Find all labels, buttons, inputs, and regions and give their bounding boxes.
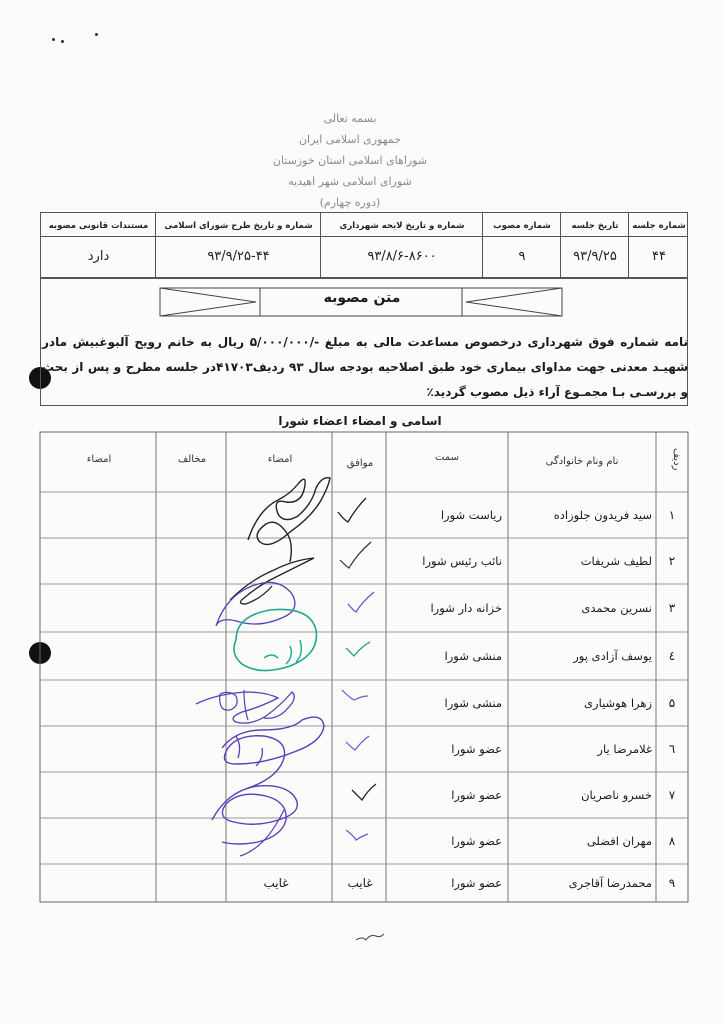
header-oppose: مخالف [177,454,207,465]
member-name: یوسف آزادی پور [573,649,652,663]
member-position: ریاست شورا [440,508,502,522]
check-mark [352,784,376,800]
row-number: ۹ [668,876,676,890]
check-mark [338,498,366,522]
value-resolution-number: ۹ [518,249,526,264]
signature-2 [230,558,314,604]
letterhead-term: (دوره چهارم) [319,196,381,209]
member-position: عضو شورا [451,834,502,848]
member-name: لطیف شریفات [580,554,652,568]
absent-agree-mark: غایب [347,876,373,890]
resolution-body-text: نامه شماره فوق شهرداری درخصوص مساعدت مالی به مبلغ -/۵/۰۰۰/۰۰۰ ریال به خانم رویح آلبوغبیش مادر شهیـد معدنی جهت مداوای بیماری خود طبق اصلاحیه بودجه سال ۹۳ ردیف۴۱۷۰۳در جلسه مطرح و پس از بحث و بررسـی بـا مجمـوع آراء ذیل مصوب گردید٪ [42,335,688,399]
letterhead-bismillah: بسمه تعالی [323,112,377,125]
header-resolution-number: شماره مصوب [493,221,551,231]
value-session-number: ۴۴ [652,249,666,264]
header-council-plan-number-date: شماره و تاریخ طرح شورای اسلامی [164,221,313,231]
header-name: نام ونام خانوادگی [545,456,619,467]
member-position: عضو شورا [451,742,502,756]
value-council-plan-number-date: ۹۳/۹/۲۵-۴۴ [207,249,270,264]
member-position: عضو شورا [451,876,502,890]
header-signature-2: امضاء [86,454,112,465]
absent-signature-mark: غایب [263,876,289,890]
header-row-number: ردیف [671,448,682,471]
member-name: غلامرضا یار [597,742,652,756]
signature-7 [212,786,297,844]
header-legal-documents: مستندات قانونی مصوبه [48,221,149,231]
row-number: ۵ [668,696,676,710]
member-position: منشی شورا [444,696,502,710]
member-position: عضو شورا [451,788,502,802]
banner-title: متن مصوبه [323,290,401,306]
letterhead-city-council: شورای اسلامی شهر اهیدیه [288,175,412,188]
row-number: ٦ [668,742,676,756]
row-number: ۷ [668,788,676,802]
signature-4-detail [264,640,301,664]
header-agree: موافق [346,458,374,469]
check-mark [342,690,368,700]
member-name: محمدرضا آقاجری [568,876,652,890]
header-signature: امضاء [267,454,293,465]
check-mark [346,736,369,750]
signature-1 [248,478,330,562]
check-mark [340,542,371,568]
check-mark [346,830,368,840]
member-name: مهران افضلی [586,834,652,848]
header-bill-number-date: شماره و تاریخ لایحه شهرداری [339,221,465,231]
member-position: نائب رئیس شورا [422,554,502,568]
value-session-date: ۹۳/۹/۲۵ [573,249,617,264]
signature-6 [222,717,324,788]
stray-mark [356,934,384,940]
header-session-number: شماره جلسه [632,221,686,231]
members-title: اسامی و امضاء اعضاء شورا [278,414,442,428]
member-name: زهرا هوشیاری [584,696,652,710]
value-legal-documents: دارد [87,249,110,264]
header-session-date: تاریخ جلسه [571,221,619,231]
row-number: ۲ [668,554,676,568]
check-mark [348,592,374,612]
signature-4 [234,609,316,670]
member-position: منشی شورا [444,649,502,663]
value-bill-number-date: ۹۳/۸/۶-۸۶۰۰ [367,249,437,264]
header-position: سمت [435,452,459,463]
member-name: سید فریدون جلوزاده [553,508,652,522]
member-name: خسرو ناصریان [581,788,652,802]
letterhead-province-councils: شوراهای اسلامی استان خوزستان [272,154,428,167]
member-position: خزانه دار شورا [430,601,502,615]
row-number: ۱ [668,508,676,522]
member-name: نسرین محمدی [581,601,652,615]
check-mark [346,642,370,656]
row-number: ٤ [668,649,676,663]
row-number: ۳ [668,601,676,615]
row-number: ۸ [668,834,676,848]
letterhead-country: جمهوری اسلامی ایران [298,133,402,146]
